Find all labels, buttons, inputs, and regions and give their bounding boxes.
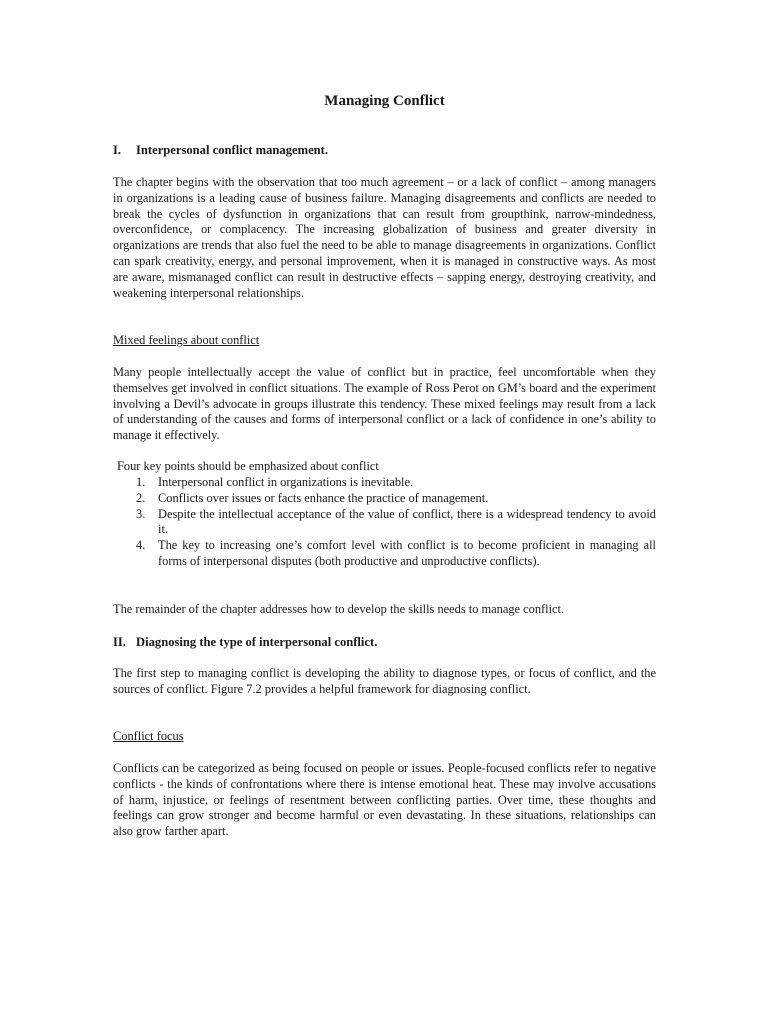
list-item-text: Conflicts over issues or facts enhance the practice of management. — [158, 490, 489, 505]
section-number: II. — [113, 635, 126, 649]
list-item — [113, 475, 656, 491]
section-number: I. — [113, 143, 122, 157]
key-points-intro: Four key points should be emphasized about conflict — [117, 459, 379, 473]
subheading-mixed-feelings: Mixed feelings about conflict — [113, 333, 260, 347]
document-title: Managing Conflict — [324, 93, 445, 109]
key-points-list — [113, 475, 656, 570]
subheading-conflict-focus: Conflict focus — [113, 729, 184, 743]
list-marker: 4. — [136, 538, 146, 553]
conflict-focus-paragraph: Conflicts can be categorized as being focused on people or issues. People-focused conflicts refer to negative conflicts - the kinds of confrontations where there is intense emotional heat. These may involve accusations of harm, injustice, or feelings of resentment between conflicting parties. Over time, these thoughts and feelings can grow stronger and become harmful or even devastating. In these situations, relationships can also grow farther apart. — [113, 761, 656, 839]
list-marker: 1. — [136, 475, 146, 489]
list-item-text: Despite the intellectual acceptance of the value of conflict, there is a widespread tendency to avoid it. — [158, 506, 656, 537]
section-heading-text: Interpersonal conflict management. — [136, 143, 329, 157]
list-item — [113, 538, 656, 570]
section-heading-1 — [113, 142, 328, 158]
list-marker: 3. — [136, 506, 146, 521]
list-item-text: Interpersonal conflict in organizations is inevitable. — [158, 475, 414, 489]
section-heading-text: Diagnosing the type of interpersonal conflict. — [136, 635, 378, 649]
section-heading-2 — [113, 634, 377, 650]
list-marker: 2. — [136, 490, 146, 505]
mixed-feelings-paragraph: Many people intellectually accept the value of conflict but in practice, feel uncomfortable when they themselves get involved in conflict situations. The example of Ross Perot on GM’s board and the experiment involving a Devil’s advocate in groups illustrate this tendency. These mixed feelings may result from a lack of understanding of the causes and forms of interpersonal conflict or a lack of confidence in one’s ability to manage it effectively. — [113, 365, 656, 443]
list-item-text: The key to increasing one’s comfort level with conflict is to become proficient in managing all forms of interpersonal disputes (both productive and unproductive conflicts). — [158, 538, 656, 568]
remainder-paragraph: The remainder of the chapter addresses how to develop the skills needs to manage conflict. — [113, 602, 565, 616]
intro-paragraph: The chapter begins with the observation that too much agreement – or a lack of conflict – among managers in organizations is a leading cause of business failure. Managing disagreements and conflicts are needed to break the cycles of dysfunction in organizations that can result from groupthink, narrow-mindedness, overconfidence, or complacency. The increasing globalization of business and greater diversity in organizations are trends that also fuel the need to be able to manage disagreements in organizations. Conflict can spark creativity, energy, and personal improvement, when it is managed in constructive ways. As most are aware, mismanaged conflict can result in destructive effects – sapping energy, destroying creativity, and weakening interpersonal relationships. — [113, 175, 656, 300]
list-item — [113, 507, 656, 539]
list-item — [113, 491, 656, 507]
diagnosing-paragraph: The first step to managing conflict is developing the ability to diagnose types, or focus of conflict, and the sources of conflict. Figure 7.2 provides a helpful framework for diagnosing conflict. — [113, 666, 656, 696]
